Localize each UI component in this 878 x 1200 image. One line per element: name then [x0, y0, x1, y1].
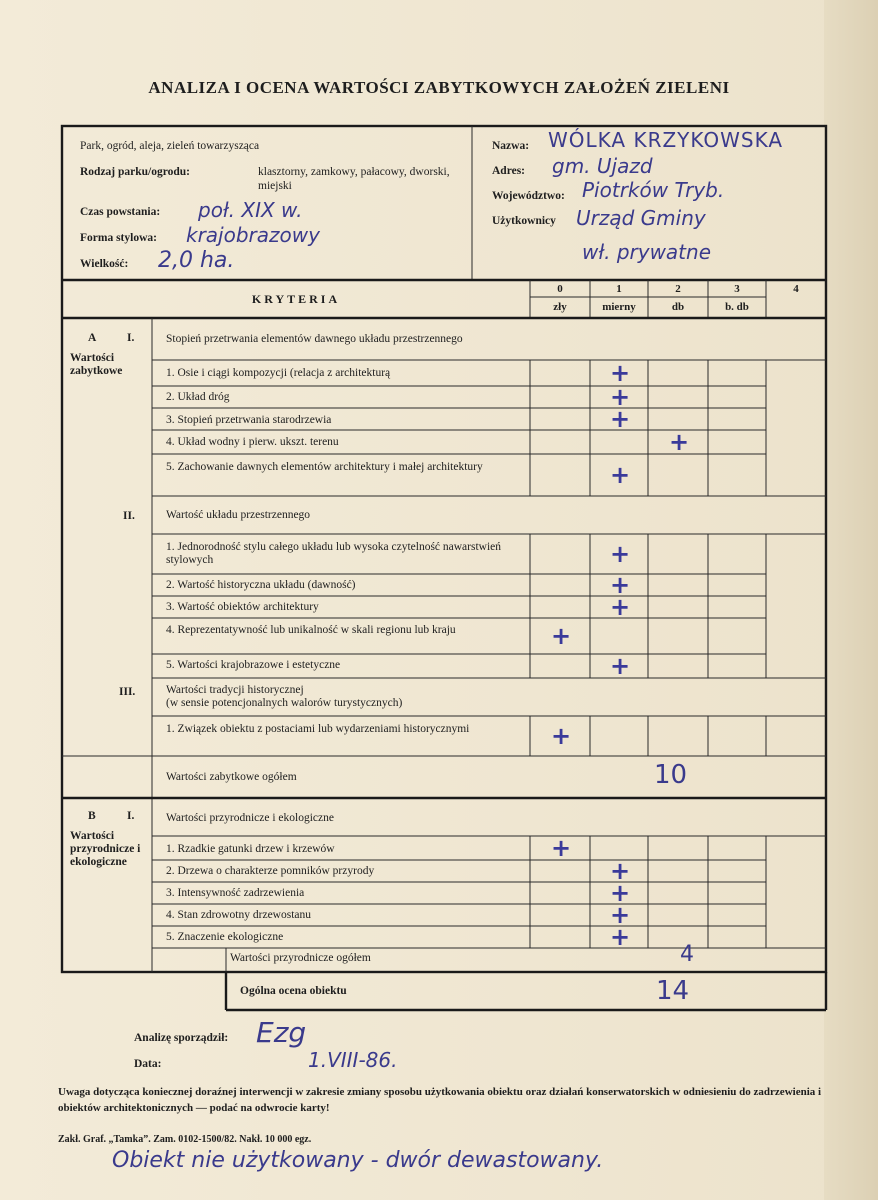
section-a-roman-3: III.: [119, 686, 136, 698]
uzytkownicy-label: Użytkownicy: [492, 215, 556, 227]
group-a1-title: Stopień przetrwania elementów dawnego układu przestrzennego: [166, 333, 463, 345]
scale-1-name: mierny: [602, 301, 636, 313]
scale-4-num: 4: [793, 283, 799, 295]
scale-2-name: db: [671, 301, 685, 313]
a2-row-4: 4. Reprezentatywność lub unikalność w skali regionu lub kraju: [166, 624, 456, 636]
document-title: ANALIZA I OCENA WARTOŚCI ZABYTKOWYCH ZAŁOŻEŃ ZIELENI: [148, 78, 730, 97]
a-total-label: Wartości zabytkowe ogółem: [166, 771, 297, 783]
section-a-roman: I.: [127, 332, 135, 344]
section-a-title: Wartości zabytkowe: [70, 352, 123, 377]
park-type-line: Park, ogród, aleja, zieleń towarzysząca: [80, 140, 260, 152]
overall-value: 14: [656, 976, 690, 1006]
rodzaj-label: Rodzaj parku/ogrodu:: [80, 166, 191, 178]
score-mark-a2-2: +: [610, 571, 631, 599]
group-a3-title-1: Wartości tradycji historycznej: [166, 684, 304, 696]
score-mark-a2-3: +: [610, 593, 631, 621]
scale-3-num: 3: [734, 283, 740, 295]
a1-row-2: 2. Układ dróg: [166, 391, 230, 403]
footer-note: Uwaga dotycząca koniecznej doraźnej interwencji w zakresie zmiany sposobu użytkowania obiektu oraz działań konserwatorskich w odniesieniu do zadrzewienia i obiektów architektonicznych — podać na odwrocie karty!: [58, 1086, 822, 1114]
score-mark-b1-3: +: [610, 879, 631, 907]
section-b-letter: B: [88, 810, 96, 822]
overall-label: Ogólna ocena obiektu: [240, 985, 347, 997]
score-mark-a1-1: +: [610, 359, 631, 387]
b1-row-3: 3. Intensywność zadrzewienia: [166, 887, 305, 899]
forma-value: krajobrazowy: [186, 223, 320, 247]
score-mark-b1-1: +: [551, 834, 572, 862]
a1-row-3: 3. Stopień przetrwania starodrzewia: [166, 414, 332, 426]
nazwa-label: Nazwa:: [492, 140, 530, 152]
a2-row-1: 1. Jednorodność stylu całego układu lub wysoka czytelność nawarstwień stylowych: [166, 541, 502, 566]
forma-label: Forma stylowa:: [80, 232, 157, 244]
b1-row-4: 4. Stan zdrowotny drzewostanu: [166, 909, 311, 921]
wojewodztwo-label: Województwo:: [492, 190, 565, 202]
score-mark-b1-2: +: [610, 857, 631, 885]
scale-0-num: 0: [557, 283, 563, 295]
adres-label: Adres:: [492, 165, 526, 177]
score-mark-b1-5: +: [610, 923, 631, 951]
a2-row-3: 3. Wartość obiektów architektury: [166, 601, 319, 613]
score-mark-a1-2: +: [610, 383, 631, 411]
a1-row-4: 4. Układ wodny i pierw. ukszt. terenu: [166, 436, 339, 448]
a2-row-5: 5. Wartości krajobrazowe i estetyczne: [166, 659, 341, 671]
score-mark-b1-4: +: [610, 901, 631, 929]
a1-row-1: 1. Osie i ciągi kompozycji (relacja z architekturą: [166, 367, 391, 379]
wielkosc-value: 2,0 ha.: [158, 248, 235, 273]
scale-2-num: 2: [675, 283, 681, 295]
adres-value: gm. Ujazd: [552, 154, 653, 178]
scale-0-name: zły: [553, 301, 567, 313]
handwritten-note: Obiekt nie użytkowany - dwór dewastowany.: [112, 1148, 604, 1173]
czas-label: Czas powstania:: [80, 206, 161, 218]
b-total-value: 4: [680, 942, 694, 967]
section-b-roman: I.: [127, 810, 135, 822]
b-total-label: Wartości przyrodnicze ogółem: [230, 952, 371, 964]
score-mark-a3-1: +: [551, 722, 572, 750]
a2-row-2: 2. Wartość historyczna układu (dawność): [166, 579, 356, 591]
group-a3-title-2: (w sensie potencjonalnych walorów turystycznych): [166, 697, 403, 709]
data-value: 1.VIII-86.: [308, 1048, 398, 1072]
wielkosc-label: Wielkość:: [80, 258, 129, 270]
uzytkownicy-value-1: Urząd Gminy: [576, 206, 706, 230]
section-a-roman-2: II.: [123, 510, 135, 522]
czas-value: poł. XIX w.: [198, 198, 303, 222]
b1-row-2: 2. Drzewa o charakterze pomników przyrody: [166, 865, 375, 877]
print-info: Zakł. Graf. „Tamka”. Zam. 0102-1500/82. Nakł. 10 000 egz.: [58, 1134, 312, 1145]
score-mark-a1-3: +: [610, 405, 631, 433]
b1-row-1: 1. Rzadkie gatunki drzew i krzewów: [166, 843, 335, 855]
group-b1-title: Wartości przyrodnicze i ekologiczne: [166, 812, 334, 824]
score-mark-a2-4: +: [551, 622, 572, 650]
scale-3-name: b. db: [725, 301, 749, 313]
section-b-title: Wartości przyrodnicze i ekologiczne: [70, 830, 141, 868]
rodzaj-options-2: miejski: [258, 180, 292, 192]
uzytkownicy-value-2: wł. prywatne: [582, 240, 712, 264]
score-mark-a2-5: +: [610, 652, 631, 680]
score-mark-a2-1: +: [610, 540, 631, 568]
score-mark-a1-4: +: [669, 428, 690, 456]
analiza-label: Analizę sporządził:: [134, 1032, 229, 1044]
wojewodztwo-value: Piotrków Tryb.: [582, 178, 725, 202]
kryteria-label: KRYTERIA: [251, 292, 341, 306]
a3-row-1: 1. Związek obiektu z postaciami lub wydarzeniami historycznymi: [166, 723, 470, 735]
score-mark-a1-5: +: [610, 461, 631, 489]
nazwa-value: WÓLKA KRZYKOWSKA: [548, 128, 784, 152]
data-label: Data:: [134, 1058, 162, 1070]
analiza-value: Ezg: [256, 1016, 307, 1049]
a1-row-5: 5. Zachowanie dawnych elementów architektury i małej architektury: [166, 461, 483, 473]
group-a2-title: Wartość układu przestrzennego: [166, 509, 311, 521]
section-a-letter: A: [88, 332, 97, 344]
scale-1-num: 1: [616, 283, 622, 295]
b1-row-5: 5. Znaczenie ekologiczne: [166, 931, 284, 943]
rodzaj-options: klasztorny, zamkowy, pałacowy, dworski,: [258, 166, 450, 178]
a-total-value: 10: [654, 760, 688, 790]
